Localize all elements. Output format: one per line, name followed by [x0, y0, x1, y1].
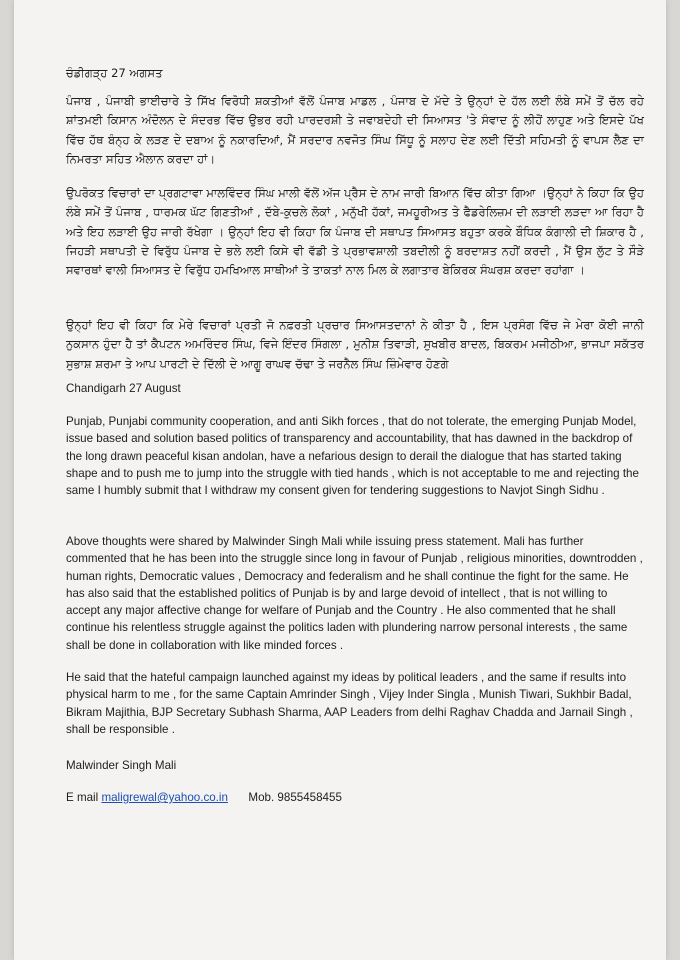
email-link[interactable]: maligrewal@yahoo.co.in	[101, 791, 228, 804]
english-paragraph-3: He said that the hateful campaign launched against my ideas by political leaders , and the same if results into physical harm to me , for the same Captain Amrinder Singh , Vijey Inder Singla , Munish Tiwari, Sukhbir Badal, Bikram Majithia, BJP Secretary Subhash Sharma, AAP Leaders from delhi Raghav Chadda and Jarnail Singh , shall be responsible .	[66, 671, 633, 736]
english-paragraph-1: Punjab, Punjabi community cooperation, and anti Sikh forces , that do not tolerate, the emerging Punjab Model, issue based and solution based politics of transparency and accountability, that has dawned in the backdrop of the long drawn peaceful kisan andolan, have a nefarious design to derail the dialogue that has started taking shape and to push me to jump into the struggle with tied hands , which is not acceptable to me and rejecting the same I humbly submit that I withdraw my consent given for tendering suggestions to Navjot Singh Sidhu .	[66, 415, 639, 498]
email-label: E mail	[66, 791, 99, 804]
punjabi-dateline: ਚੰਡੀਗੜ੍ਹ 27 ਅਗਸਤ	[66, 66, 163, 80]
contact-line	[66, 789, 644, 806]
english-dateline: Chandigarh 27 August	[66, 382, 181, 395]
signature-name: Malwinder Singh Mali	[66, 759, 177, 772]
punjabi-paragraph-1: ਪੰਜਾਬ , ਪੰਜਾਬੀ ਭਾਈਚਾਰੇ ਤੇ ਸਿੱਖ ਵਿਰੋਧੀ ਸ਼ਕਤੀਆਂ ਵੱਲੋਂ ਪੰਜਾਬ ਮਾਡਲ , ਪੰਜਾਬ ਦੇ ਮੱਦੇ ਤੇ ਉਨ੍ਹਾਂ ਦੇ ਹੱਲ ਲਈ ਲੰਬੇ ਸਮੇਂ ਤੋਂ ਚੱਲ ਰਹੇ ਸ਼ਾਂਤਮਈ ਕਿਸਾਨ ਅੰਦੋਲਨ ਦੇ ਸੰਦਰਭ ਵਿੱਚ ਉਭਰ ਰਹੀ ਪਾਰਦਰਸ਼ੀ ਤੇ ਜਵਾਬਦੇਹੀ ਦੀ ਸਿਆਸਤ 'ਤੇ ਸੰਵਾਦ ਨੂੰ ਲੀਹੋਂ ਲਾਹੁਣ ਅਤੇ ਇਸਦੇ ਪੱਖ ਵਿੱਚ ਹੱਥ ਬੰਨ੍ਹ ਕੇ ਲੜਣ ਦੇ ਦਬਾਅ ਨੂੰ ਨਕਾਰਦਿਆਂ, ਮੈਂ ਸਰਦਾਰ ਨਵਜੋਤ ਸਿੰਘ ਸਿੱਧੂ ਨੂੰ ਸਲਾਹ ਦੇਣ ਲਈ ਦਿੱਤੀ ਸਹਿਮਤੀ ਨੂੰ ਵਾਪਸ ਲੈਣ ਦਾ ਨਿਮਰਤਾ ਸਹਿਤ ਐਲਾਨ ਕਰਦਾ ਹਾਂ।	[66, 94, 644, 166]
english-paragraph-2: Above thoughts were shared by Malwinder Singh Mali while issuing press statement. Mali has further commented that he has been into the struggle since long in favour of Punjab , religious minorities, downtrodden , human rights, Democratic values , Democracy and federalism and he shall continue the fight for the same. He has also said that the established politics of Punjab is by and large devoid of intellect , that is not willing to accept any major affective change for welfare of Punjab and the Country . He also commented that he shall continue his relentless struggle against the politics laden with plundering narrow personal interests , the same shall be done in collaboration with like minded forces .	[66, 535, 643, 652]
mobile-number: 9855458455	[277, 791, 342, 804]
punjabi-paragraph-3: ਉਨ੍ਹਾਂ ਇਹ ਵੀ ਕਿਹਾ ਕਿ ਮੇਰੇ ਵਿਚਾਰਾਂ ਪ੍ਰਤੀ ਜੋ ਨਫ਼ਰਤੀ ਪ੍ਰਚਾਰ ਸਿਆਸਤਦਾਨਾਂ ਨੇ ਕੀਤਾ ਹੈ , ਇਸ ਪ੍ਰਸੰਗ ਵਿੱਚ ਜੇ ਮੇਰਾ ਕੋਈ ਜਾਨੀ ਨੁਕਸਾਨ ਹੁੰਦਾ ਹੈ ਤਾਂ ਕੈਪਟਨ ਅਮਰਿੰਦਰ ਸਿੰਘ, ਵਿਜੇ ਇੰਦਰ ਸਿੰਗਲਾ , ਮੁਨੀਸ਼ ਤਿਵਾੜੀ, ਸੁਖਬੀਰ ਬਾਦਲ, ਬਿਕਰਮ ਮਜੀਠੀਆ, ਭਾਜਪਾ ਸਕੱਤਰ ਸੁਭਾਸ਼ ਸ਼ਰਮਾ ਤੇ ਆਪ ਪਾਰਟੀ ਦੇ ਦਿੱਲੀ ਦੇ ਆਗੂ ਰਾਘਵ ਚੱਢਾ ਤੇ ਜਰਨੈਲ ਸਿੰਘ ਜ਼ਿੰਮੇਵਾਰ ਹੋਣਗੇ	[66, 318, 644, 371]
mobile-label: Mob.	[248, 791, 275, 804]
punjabi-paragraph-2: ਉਪਰੋਕਤ ਵਿਚਾਰਾਂ ਦਾ ਪ੍ਰਗਟਾਵਾ ਮਾਲਵਿੰਦਰ ਸਿੰਘ ਮਾਲੀ ਵੱਲੋਂ ਅੱਜ ਪ੍ਰੈਸ ਦੇ ਨਾਮ ਜਾਰੀ ਬਿਆਨ ਵਿੱਚ ਕੀਤਾ ਗਿਆ ।ਉਨ੍ਹਾਂ ਨੇ ਕਿਹਾ ਕਿ ਉਹ ਲੰਬੇ ਸਮੇਂ ਤੋਂ ਪੰਜਾਬ , ਧਾਰਮਕ ਘੱਟ ਗਿਣਤੀਆਂ , ਦੱਬੇ-ਕੁਚਲੇ ਲੋਕਾਂ , ਮਨੁੱਖੀ ਹੱਕਾਂ, ਜਮਹੂਰੀਅਤ ਤੇ ਫੈਡਰੇਲਿਜ਼ਮ ਦੀ ਲੜਾਈ ਲੜਦਾ ਆ ਰਿਹਾ ਹੈ ਅਤੇ ਇਹ ਲੜਾਈ ਉਹ ਜਾਰੀ ਰੱਖੇਗਾ । ਉਨ੍ਹਾਂ ਇਹ ਵੀ ਕਿਹਾ ਕਿ ਪੰਜਾਬ ਦੀ ਸਥਾਪਤ ਸਿਆਸਤ ਬਹੁਤਾ ਕਰਕੇ ਬੌਧਿਕ ਕੰਗਾਲੀ ਦੀ ਸ਼ਿਕਾਰ ਹੈ , ਜਿਹੜੀ ਸਥਾਪਤੀ ਦੇ ਵਿਰੁੱਧ ਪੰਜਾਬ ਦੇ ਭਲੇ ਲਈ ਕਿਸੇ ਵੀ ਵੱਡੀ ਤੇ ਪ੍ਰਭਾਵਸ਼ਾਲੀ ਤਬਦੀਲੀ ਨੂੰ ਬਰਦਾਸ਼ਤ ਨਹੀਂ ਕਰਦੀ , ਮੈਂ ਉਸ ਲੁੱਟ ਤੇ ਸੌੜੇ ਸਵਾਰਥਾਂ ਵਾਲੀ ਸਿਆਸਤ ਦੇ ਵਿਰੁੱਧ ਹਮਖਿਆਲ ਸਾਥੀਆਂ ਤੇ ਤਾਕਤਾਂ ਨਾਲ ਮਿਲ ਕੇ ਲਗਾਤਾਰ ਬੇਕਿਰਕ ਸੰਘਰਸ਼ ਕਰਦਾ ਰਹਾਂਗਾ ।	[66, 186, 644, 278]
press-statement-page	[14, 0, 666, 960]
